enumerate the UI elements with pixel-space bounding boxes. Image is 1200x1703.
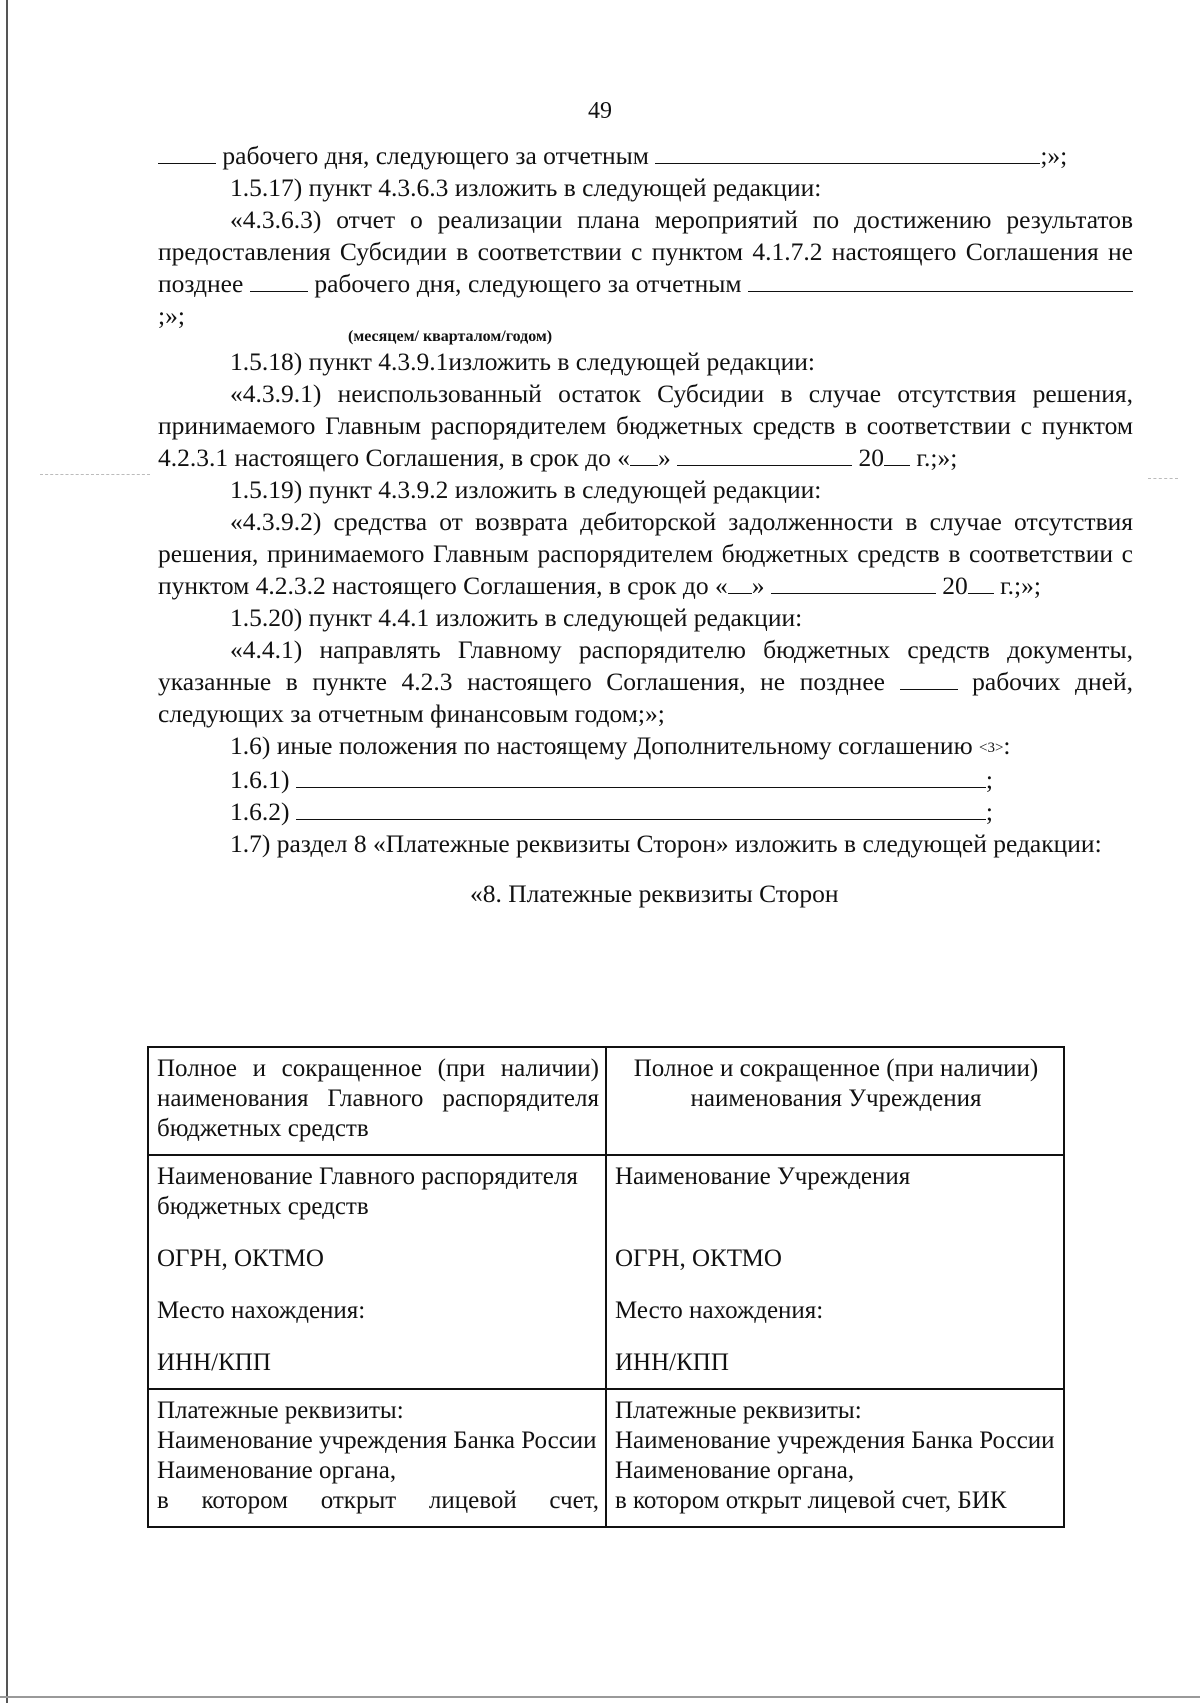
clause-1-6-1 — [158, 764, 1133, 796]
scan-left-edge — [6, 0, 8, 1703]
clause-1-5-19: 1.5.19) пункт 4.3.9.2 изложить в следующей редакции: — [230, 475, 822, 504]
table-cell-left-details — [148, 1155, 606, 1389]
clause-4-3-9-1 — [158, 378, 1133, 474]
table-cell-left-payment — [148, 1389, 606, 1527]
text: «4.3.6.3) отчет о реализации плана мероприятий по достижению результатов предоставления Субсидии в соответствии с пунктом 4.1.7.2 настоящего Соглашения не позднее — [158, 205, 1133, 298]
body-text — [158, 140, 1133, 910]
text: Место нахождения: — [615, 1297, 824, 1324]
blank-field — [630, 443, 658, 466]
clause-1-6 — [158, 730, 1133, 764]
text: рабочего дня, следующего за отчетным — [314, 269, 742, 298]
text: » — [658, 443, 671, 472]
text: в котором открыт лицевой счет, БИК — [615, 1487, 1007, 1514]
clause-4-4-1 — [158, 634, 1133, 730]
text: Полное и сокращенное (при наличии) наименования Учреждения — [633, 1055, 1039, 1112]
scan-artifact-left — [40, 474, 150, 477]
text: Наименование органа, — [615, 1457, 855, 1484]
text: Платежные реквизиты: — [157, 1397, 404, 1424]
text: » — [751, 571, 765, 600]
blank-field — [158, 141, 216, 164]
footnote-ref: <3> — [979, 740, 1004, 756]
blank-field — [728, 571, 752, 594]
text: 20 — [942, 571, 968, 600]
field-caption: (месяцем/ кварталом/годом) — [348, 328, 553, 345]
table-row — [148, 1047, 1064, 1155]
text: Платежные реквизиты: — [615, 1397, 862, 1424]
text: Наименование Главного распорядителя бюджетных средств — [157, 1163, 578, 1220]
paragraph-continuation — [158, 140, 1133, 172]
blank-field — [748, 269, 1133, 292]
text: Наименование учреждения Банка России — [157, 1427, 597, 1454]
text: Наименование органа, — [157, 1457, 397, 1484]
table-row — [148, 1389, 1064, 1527]
text: г.;»; — [916, 443, 958, 472]
clause-4-3-9-2 — [158, 506, 1133, 602]
text: : — [1003, 731, 1011, 760]
text: ИНН/КПП — [615, 1349, 729, 1376]
text: «4.3.9.2) средства от возврата дебиторской задолженности в случае отсутствия решения, принимаемого Главным распорядителем бюджетных средств в соответствии с пунктом 4.2.3.2 настоящего Соглашения, в срок до — [158, 507, 1133, 600]
text: Полное и сокращенное (при наличии) наименования Главного распорядителя бюджетных средств — [157, 1055, 599, 1142]
table-header-left — [148, 1047, 606, 1155]
table-cell-right-payment — [606, 1389, 1064, 1527]
blank-field — [655, 141, 1040, 164]
table-header-right — [606, 1047, 1064, 1155]
clause-1-7: 1.7) раздел 8 «Платежные реквизиты Сторон» изложить в следующей редакции: — [230, 829, 1102, 858]
text: ;»; — [1040, 141, 1068, 170]
text: ; — [985, 765, 993, 794]
text: Наименование Учреждения — [615, 1163, 911, 1190]
text: ОГРН, ОКТМО — [157, 1245, 324, 1272]
clause-1-5-20: 1.5.20) пункт 4.4.1 изложить в следующей редакции: — [230, 603, 803, 632]
text: «4.4.1) направлять Главному распорядителю бюджетных средств документы, указанные в пункте 4.2.3 настоящего Соглашения, не позднее — [158, 635, 1133, 696]
text: 20 — [858, 443, 885, 472]
text: 1.6) иные положения по настоящему Дополнительному соглашению — [230, 731, 973, 760]
text: 1.6.1) — [230, 765, 290, 794]
text: рабочих дней, следующих за отчетным финансовым годом;»; — [158, 667, 1134, 728]
text: ОГРН, ОКТМО — [615, 1245, 782, 1272]
scan-bottom-edge — [0, 1696, 1200, 1698]
blank-field — [296, 797, 986, 820]
page-number: 49 — [588, 98, 612, 124]
blank-field — [250, 269, 308, 292]
text: в котором открыт лицевой счет, — [157, 1487, 599, 1514]
text: ИНН/КПП — [157, 1349, 271, 1376]
clause-1-5-18: 1.5.18) пункт 4.3.9.1изложить в следующей редакции: — [230, 347, 815, 376]
text: ; — [985, 797, 993, 826]
blank-field — [900, 667, 958, 690]
text: «4.3.9.1) неиспользованный остаток Субсидии в случае отсутствия решения, принимаемого Главным распорядителем бюджетных средств в соответствии с пунктом 4.2.3.1 настоящего Соглашения, в срок до « — [158, 379, 1133, 472]
scan-artifact-right — [1148, 478, 1178, 481]
clause-1-6-2 — [158, 796, 1133, 828]
text: 1.6.2) — [230, 797, 290, 826]
text: ;»; — [158, 301, 185, 330]
text: Наименование учреждения Банка России — [615, 1427, 1055, 1454]
clause-1-5-17: 1.5.17) пункт 4.3.6.3 изложить в следующей редакции: — [230, 173, 822, 202]
blank-field — [884, 443, 910, 466]
text: Место нахождения: — [157, 1297, 366, 1324]
table-cell-right-details — [606, 1155, 1064, 1389]
blank-field — [296, 765, 986, 788]
clause-4-3-6-3 — [158, 204, 1133, 346]
text: г.;»; — [1000, 571, 1041, 600]
section-title: «8. Платежные реквизиты Сторон — [470, 879, 839, 908]
blank-field — [677, 443, 852, 466]
text: « — [714, 571, 728, 600]
text: рабочего дня, следующего за отчетным — [222, 141, 649, 170]
table-row — [148, 1155, 1064, 1389]
blank-field — [968, 571, 994, 594]
payment-details-table — [147, 1046, 1065, 1528]
blank-field — [771, 571, 936, 594]
